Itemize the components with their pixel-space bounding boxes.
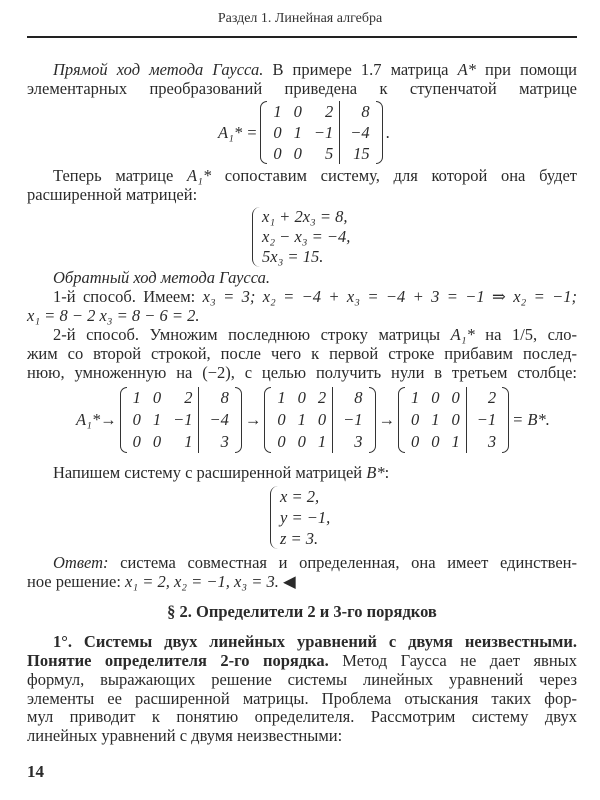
matrix-cell: 8 [332,387,368,409]
page-number: 14 [27,762,44,781]
bold-text: 1°. Системы двух линейных уравнений с двумя неизвестными. [53,632,577,651]
matrix-cell: 5 [324,144,334,163]
math-expression: B* [366,463,385,482]
math-expression: x₃ = 3; x₂ = −4 + x₃ = −4 + 3 = −1 ⇒ x₂ = −1; [202,287,578,306]
matrix-cell: 0 [132,410,141,429]
matrix-cell: 1 [293,123,302,142]
augmented-matrix [260,101,382,164]
text-line [53,287,577,307]
matrix-cell: 1 [297,410,306,429]
text-segment: 1-й способ. Имеем: [53,287,203,306]
italic-text: Обратный ход метода Гаусса. [53,268,271,287]
matrix-cell: 2 [466,387,502,409]
result-label: = B*. [512,410,550,429]
text-line [27,670,577,690]
bold-text: Понятие определителя 2-го порядка. [27,651,329,670]
matrix-label: A₁* = [218,122,258,142]
text-line [53,553,577,573]
matrix-cell: 0 [317,410,327,429]
matrix-cell: 0 [277,432,286,451]
matrix-label: A₁*→ [76,410,117,429]
text-segment: элементарных преобразований приведена к ступенчатой матрице [27,79,577,98]
text-segment: нюю, умноженную на (−2), с целью получить нули в третьем столбце: [27,363,577,382]
running-header: Раздел 1. Линейная алгебра [217,11,383,26]
text-segment: сопоставим систему, для которой она будет [211,166,577,185]
text-segment: на 1/5, сло- [474,325,577,344]
matrix-cell: 3 [466,431,502,453]
matrix-cell: −1 [332,409,368,431]
equation-row: x = 2, [280,487,320,506]
matrix-cell: 0 [152,432,162,451]
text-segment: Метод Гаусса не дает явных [328,651,577,670]
text-line [27,726,577,746]
text-segment: Теперь матрице [53,166,187,185]
matrix-cell: 0 [152,388,162,407]
text-line [27,344,577,364]
matrix-cell: 0 [293,102,302,121]
matrix-cell: 0 [297,388,306,407]
text-segment: линейных уравнений с двумя неизвестными: [27,726,343,745]
matrix-cell: 15 [339,143,375,164]
matrix-cell: 0 [132,432,141,451]
linear-system-b [270,486,330,549]
matrix-cell: 8 [198,387,234,409]
arrow-symbol: → [244,410,262,429]
matrix-cell: 0 [297,432,306,451]
matrix-cell: 0 [277,410,286,429]
bold-text: § 2. Определители 2 и 3-го порядков [167,602,437,621]
text-segment: система совместная и определенная, она имеет единствен- [108,553,577,572]
equation-row: y = −1, [280,508,331,527]
matrix-cell: 1 [451,432,460,451]
equation-row: x₁ + 2x₃ = 8, [262,207,348,226]
matrix-cell: 1 [411,388,420,407]
text-line [27,651,577,671]
matrix-cell: 0 [431,388,440,407]
text-line [53,166,577,186]
text-segment: элементы ее расширенной матрицы. Проблема отыскания таких фор- [27,689,577,708]
header-rule [27,36,577,38]
text-line [27,79,577,99]
text-line [53,463,577,483]
matrix-cell: 1 [431,410,440,429]
matrix-cell: −1 [173,410,193,429]
text-line [27,306,577,326]
math-expression: A₁* [187,166,212,185]
matrix-cell: 2 [317,388,327,407]
augmented-matrix [398,387,509,453]
linear-system-a1 [252,207,350,267]
text-segment: ◀ [278,572,296,591]
matrix-cell: 2 [324,102,334,121]
matrix-cell: 0 [451,410,460,429]
matrix-cell: 0 [451,388,460,407]
matrix-cell: −4 [339,122,375,143]
text-segment: 2-й способ. Умножим последнюю строку матрицы [53,325,451,344]
matrix-cell: 0 [411,410,420,429]
text-segment: при помощи [475,60,578,79]
matrix-cell: 1 [184,432,193,451]
matrix-cell: 3 [332,431,368,453]
matrix-cell: 1 [132,388,141,407]
arrow-symbol: → [378,410,395,429]
math-expression: A₁* [450,325,475,344]
text-segment: Напишем систему с расширенной матрицей [53,463,367,482]
matrix-cell: 1 [273,102,282,121]
italic-text: Ответ: [53,553,109,572]
text-line [27,707,577,727]
text-segment: жим со второй строкой, после чего к первой строке прибавим послед- [27,344,577,363]
text-line [53,60,577,80]
matrix-cell: 0 [273,123,282,142]
augmented-matrix [120,387,242,453]
text-line [53,632,577,652]
text-segment: В примере 1.7 матрица [263,60,458,79]
matrix-cell: 2 [184,388,193,407]
text-segment: : [384,463,390,482]
matrix-cell: 8 [339,101,375,122]
matrix-cell: 0 [411,432,420,451]
matrix-cell: −4 [198,409,234,431]
text-line [27,689,577,709]
matrix-cell: −1 [313,123,334,142]
matrix-cell: 0 [273,144,282,163]
matrix-cell: 0 [293,144,302,163]
punctuation: . [385,122,390,142]
equation-row: 5x₃ = 15. [262,247,324,266]
matrix-cell: 3 [198,431,234,453]
text-segment: ное решение: [27,572,126,591]
italic-text: Прямой ход метода Гаусса. [53,60,264,79]
matrix-transformation-chain [76,387,550,453]
math-expression: x₁ = 8 − 2 x₃ = 8 − 6 = 2. [27,306,200,325]
matrix-cell: −1 [466,409,502,431]
matrix-equation-a1 [218,101,390,164]
text-line [27,185,577,205]
equation-row: z = 3. [280,529,319,548]
matrix-cell: 1 [277,388,286,407]
augmented-matrix [264,387,375,453]
text-segment: формул, выражающих решение системы линейных уравнений через [27,670,577,689]
text-line [27,572,577,592]
matrix-cell: 1 [317,432,327,451]
text-segment: расширенной матрицей: [27,185,198,204]
text-line [53,268,577,288]
math-expression: A* [457,60,476,79]
matrix-cell: 1 [152,410,162,429]
text-line [27,363,577,383]
text-line [53,325,577,345]
math-expression: x₁ = 2, x₂ = −1, x₃ = 3. [125,572,279,591]
equation-row: x₂ − x₃ = −4, [262,227,351,246]
text-line [27,602,577,622]
matrix-cell: 0 [431,432,440,451]
text-segment: мул приводит к понятию определителя. Рассмотрим систему двух [27,707,577,726]
